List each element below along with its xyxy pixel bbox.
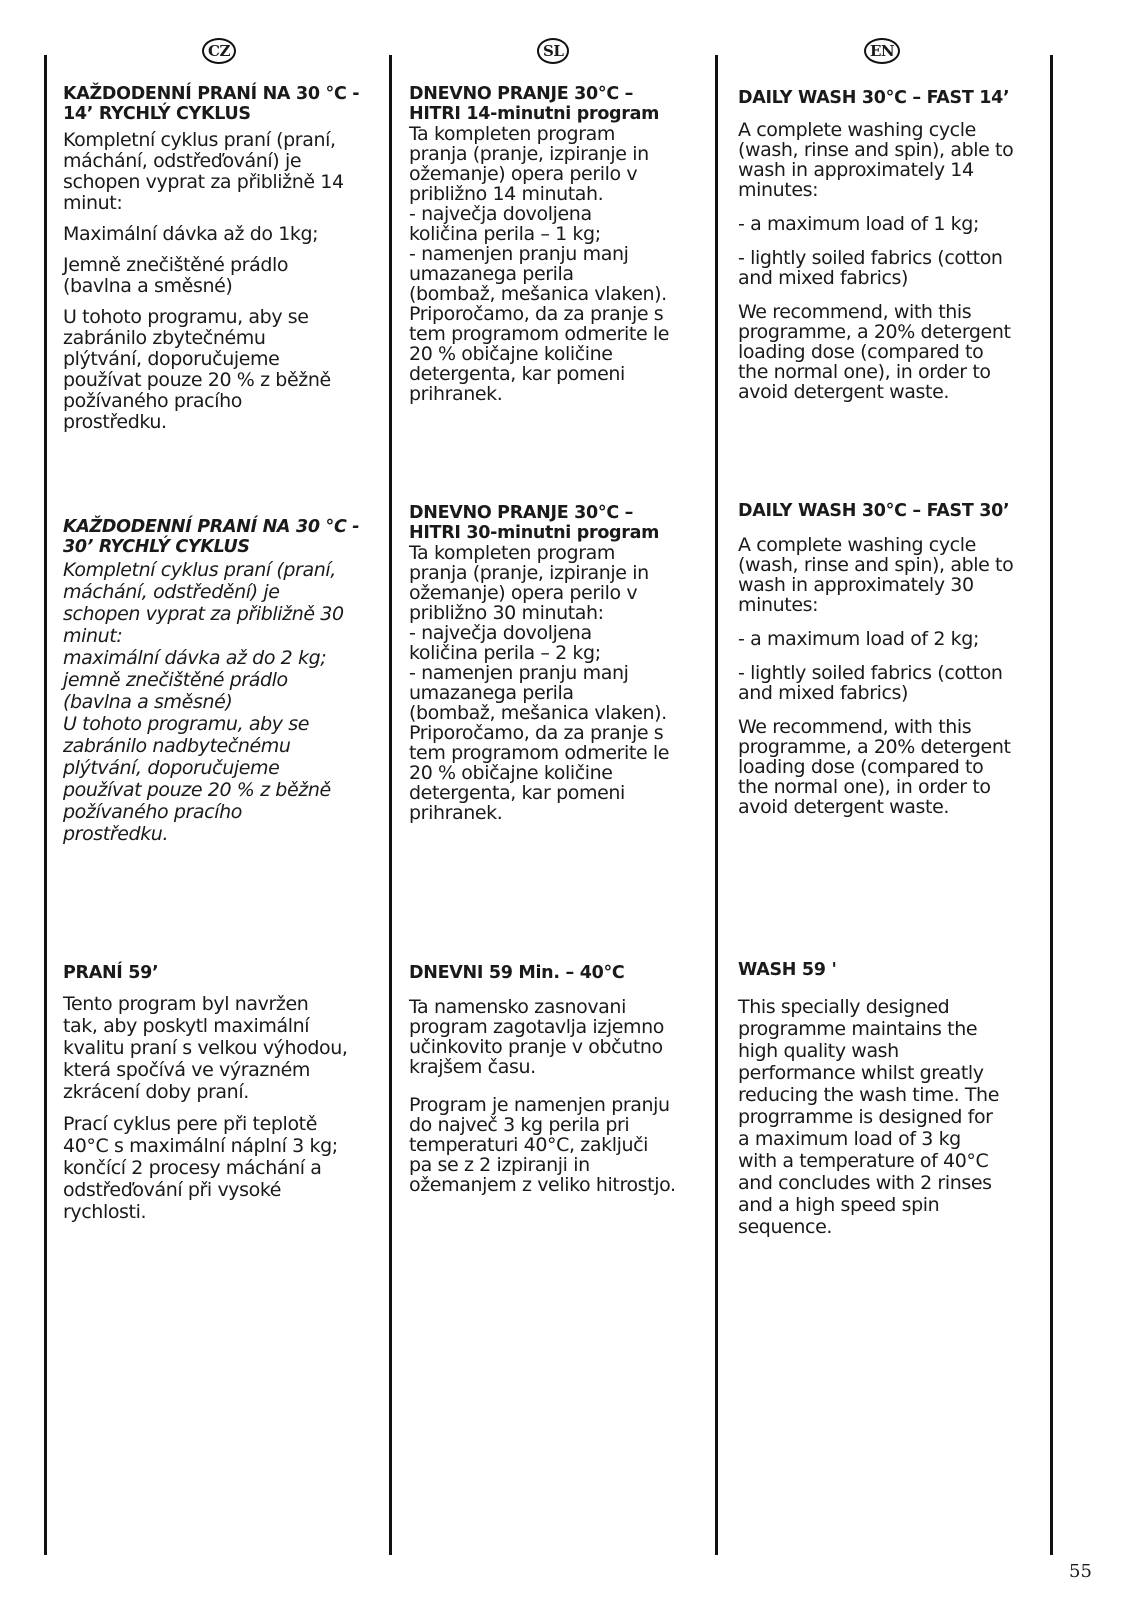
section-title: PRANÍ 59’ — [63, 963, 159, 983]
paragraph: - lightly soiled fabrics (cotton and mixed fabrics) — [738, 662, 1003, 704]
section-title: DAILY WASH 30°C – FAST 14’ — [738, 88, 1010, 108]
cz-section-fast-14 — [63, 84, 385, 433]
paragraph: Ta kompleten program pranja (pranje, izpiranje in ožemanje) opera perilo v približno 30 minutah: - največja dovoljena količina perila – 2 kg; - namenjen pranju manj umazanega perila (bombaž, mešanica vlaken). Priporočamo, da za pranje s tem programom odmerite le 20 % običajne količine detergenta, kar pomeni prihranek. — [409, 542, 670, 824]
column-cz — [63, 0, 385, 1560]
paragraph: Maximální dávka až do 1kg; — [63, 223, 319, 245]
paragraph: - lightly soiled fabrics (cotton and mixed fabrics) — [738, 247, 1003, 289]
paragraph: A complete washing cycle (wash, rinse and spin), able to wash in approximately 14 minutes: — [738, 119, 1014, 201]
paragraph: Prací cyklus pere při teplotě 40°C s maximální náplní 3 kg; končící 2 procesy máchání a odstřeďování při vysoké rychlosti. — [63, 1113, 338, 1223]
paragraph: Ta namensko zasnovani program zagotavlja izjemno učinkovito pranje v občutno krajšem času. — [409, 996, 665, 1078]
paragraph: U tohoto programu, aby se zabránilo zbytečnému plýtvání, doporučujeme používat pouze 20 % z běžně požívaného pracího prostředku. — [63, 306, 331, 433]
section-title: DNEVNI 59 Min. – 40°C — [409, 963, 625, 983]
paragraph: - a maximum load of 1 kg; — [738, 213, 979, 235]
section-title: WASH 59 ' — [738, 960, 837, 980]
cz-section-fast-30 — [63, 517, 385, 845]
en-section-fast-14 — [738, 88, 1044, 402]
section-title: DAILY WASH 30°C – FAST 30’ — [738, 501, 1010, 521]
column-en — [738, 0, 1044, 1560]
en-section-59 — [738, 960, 1044, 1238]
section-title: DNEVNO PRANJE 30°C – HITRI 30-minutni program — [409, 503, 660, 543]
paragraph: We recommend, with this programme, a 20% detergent loading dose (compared to the normal one), in order to avoid detergent waste. — [738, 301, 1011, 403]
section-title: DNEVNO PRANJE 30°C – HITRI 14-minutni program — [409, 84, 660, 124]
sl-section-fast-30 — [409, 503, 709, 823]
column-divider-2 — [715, 55, 718, 1555]
left-margin-rule — [44, 55, 47, 1555]
paragraph: Ta kompleten program pranja (pranje, izpiranje in ožemanje) opera perilo v približno 14 minutah. - največja dovoljena količina perila – 1 kg; - namenjen pranju manj umazanega perila (bombaž, mešanica vlaken). Priporočamo, da za pranje s tem programom odmerite le 20 % običajne količine detergenta, kar pomeni prihranek. — [409, 123, 670, 405]
language-badge-sl: SL — [537, 38, 569, 64]
paragraph: Jemně znečištěné prádlo (bavlna a směsné) — [63, 254, 289, 297]
cz-section-59 — [63, 963, 385, 1223]
language-badge-en: EN — [864, 38, 900, 64]
paragraph: - a maximum load of 2 kg; — [738, 628, 979, 650]
column-divider-1 — [389, 55, 392, 1555]
language-badge-cz: CZ — [202, 38, 236, 64]
paragraph: This specially designed programme maintains the high quality wash performance whilst greatly reducing the wash time. The progrramme is designed for a maximum load of 3 kg with a temperature of 40°C and concludes with 2 rinses and a high speed spin sequence. — [738, 996, 999, 1238]
paragraph: We recommend, with this programme, a 20% detergent loading dose (compared to the normal one), in order to avoid detergent waste. — [738, 716, 1011, 818]
sl-section-fast-14 — [409, 84, 709, 404]
section-title: KAŽDODENNÍ PRANÍ NA 30 °C - 30’ RYCHLÝ CYKLUS — [63, 517, 360, 557]
right-margin-rule — [1050, 55, 1053, 1555]
paragraph: Program je namenjen pranju do največ 3 kg perila pri temperaturi 40°C, zaključi pa se z 2 izpiranji in ožemanjem z veliko hitrostjo. — [409, 1094, 676, 1196]
column-sl — [409, 0, 709, 1560]
paragraph: Kompletní cyklus praní (praní, máchání, odstřeďování) je schopen vyprat za přibližně 14 minut: — [63, 129, 344, 214]
page-number: 55 — [1069, 1561, 1092, 1582]
sl-section-59 — [409, 963, 709, 1195]
paragraph: Tento program byl navržen tak, aby poskytl maximální kvalitu praní s velkou výhodou, která spočívá ve výrazném zkrácení doby praní. — [63, 993, 348, 1103]
en-section-fast-30 — [738, 501, 1044, 817]
paragraph: A complete washing cycle (wash, rinse and spin), able to wash in approximately 30 minutes: — [738, 534, 1014, 616]
paragraph: Kompletní cyklus praní (praní, máchání, odstředění) je schopen vyprat za přibližně 30 minut: maximální dávka až do 2 kg; jemně znečištěné prádlo (bavlna a směsné) U tohoto programu, aby se zabránilo nadbytečnému plýtvání, doporučujeme používat pouze 20 % z běžně požívaného pracího prostředku. — [63, 559, 344, 845]
section-title: KAŽDODENNÍ PRANÍ NA 30 °C - 14’ RYCHLÝ CYKLUS — [63, 84, 360, 124]
